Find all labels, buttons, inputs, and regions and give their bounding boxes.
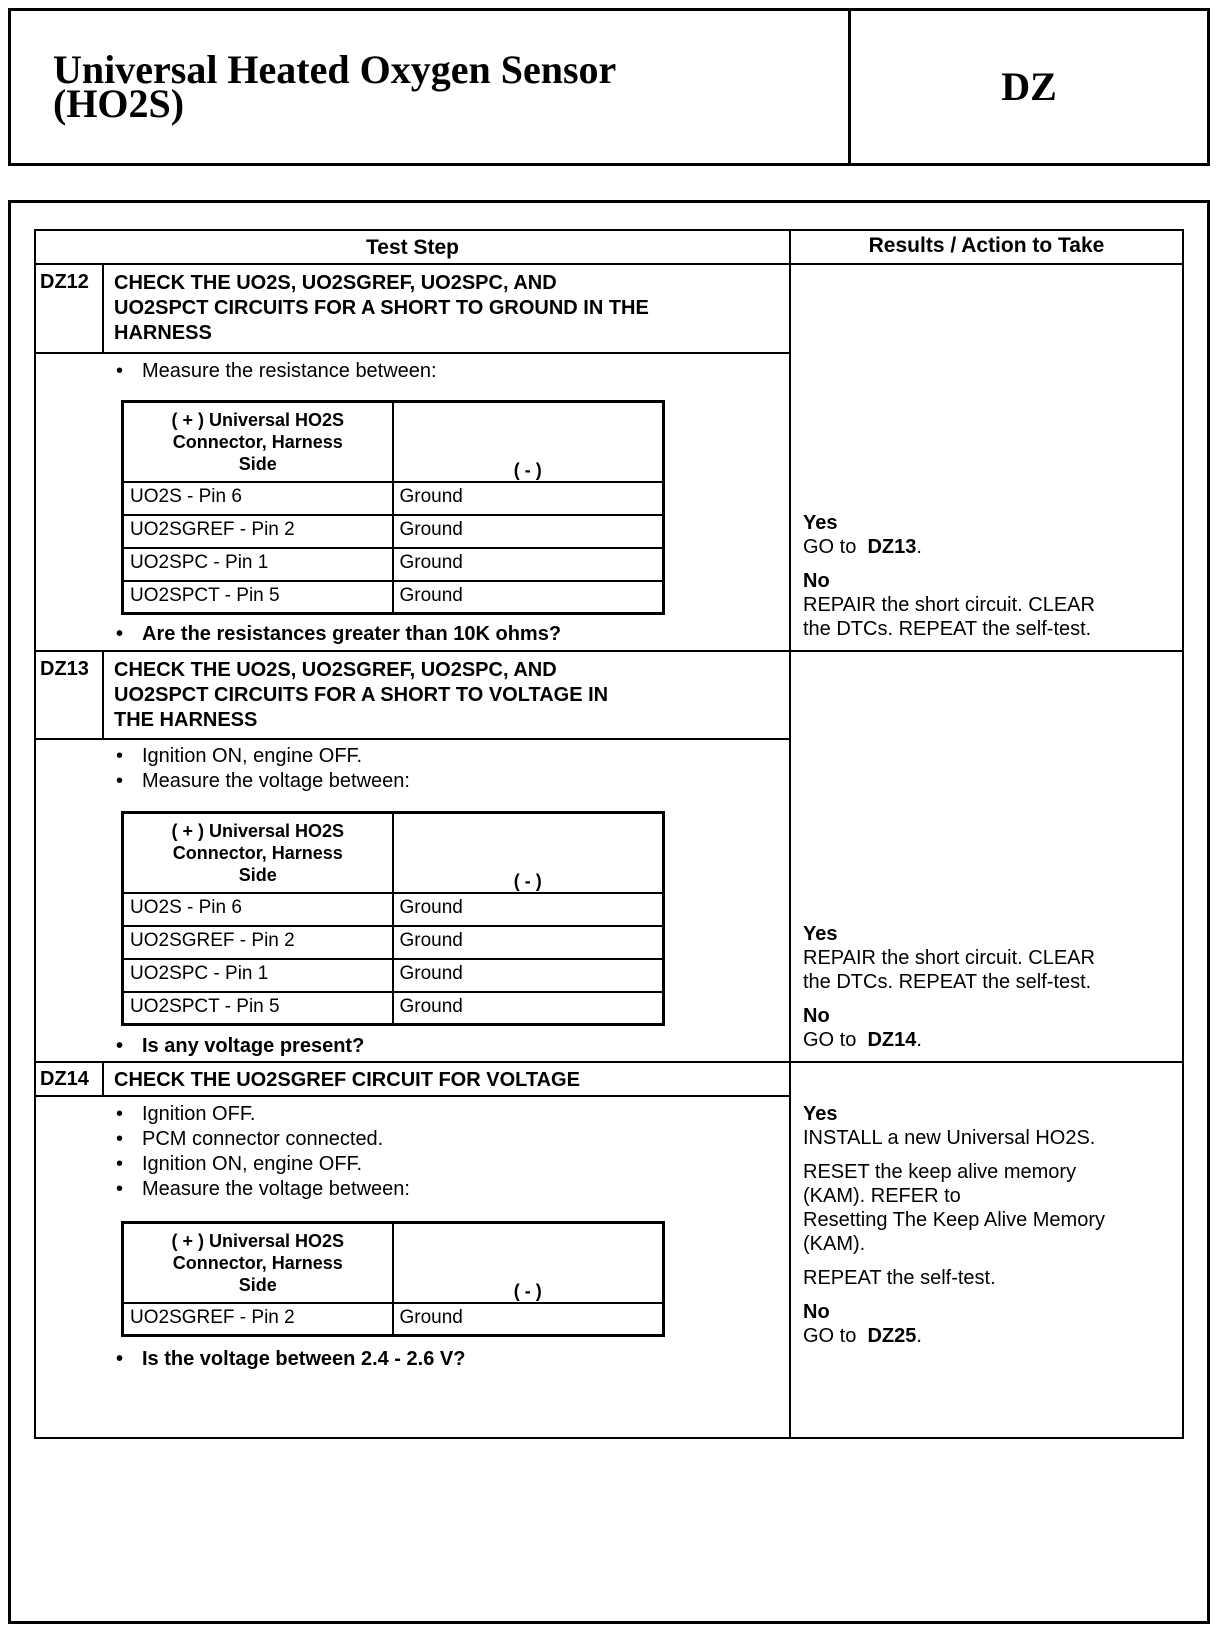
list-item: • Ignition ON, engine OFF.: [114, 744, 410, 769]
list-item: • Ignition OFF.: [114, 1102, 410, 1127]
list-item: • Measure the resistance between:: [114, 359, 437, 384]
col-header-results: Results / Action to Take: [868, 234, 1105, 257]
section-code: DZ: [1001, 64, 1057, 109]
page-title: Universal Heated Oxygen Sensor (HO2S): [11, 11, 851, 163]
step-bullets: [114, 1102, 410, 1202]
table-row: UO2SGREF - Pin 2 Ground: [123, 515, 664, 548]
step-code: DZ13: [40, 658, 89, 680]
table-row: UO2SGREF - Pin 2 Ground: [123, 926, 664, 959]
measurement-table: [121, 400, 665, 615]
step-question: • Is any voltage present?: [114, 1034, 364, 1059]
table-header-plus: ( + ) Universal HO2S Connector, Harness Side: [123, 1223, 393, 1303]
table-row: UO2S - Pin 6 Ground: [123, 482, 664, 515]
step-bullets: [114, 359, 437, 384]
col-header-test-step: Test Step: [366, 236, 459, 259]
step-results: Yes GO to DZ13. No REPAIR the short circuit. CLEAR the DTCs. REPEAT the self-test.: [803, 512, 1095, 640]
table-header-minus: ( - ): [393, 402, 664, 482]
table-row: UO2SPC - Pin 1 Ground: [123, 548, 664, 581]
step-title: CHECK THE UO2S, UO2SGREF, UO2SPC, AND UO2SPCT CIRCUITS FOR A SHORT TO GROUND IN THE HARNESS: [114, 272, 649, 344]
table-row: UO2SGREF - Pin 2 Ground: [123, 1303, 664, 1336]
table-header-minus: ( - ): [393, 1223, 664, 1303]
list-item: • Measure the voltage between:: [114, 769, 410, 794]
step-question: • Is the voltage between 2.4 - 2.6 V?: [114, 1347, 465, 1372]
step-question: • Are the resistances greater than 10K ohms?: [114, 622, 561, 647]
table-row: UO2SPCT - Pin 5 Ground: [123, 992, 664, 1025]
list-item: • PCM connector connected.: [114, 1127, 410, 1152]
step-bullets: [114, 744, 410, 794]
step-code: DZ14: [40, 1068, 89, 1090]
table-row: UO2S - Pin 6 Ground: [123, 893, 664, 926]
table-header-minus: ( - ): [393, 813, 664, 893]
table-row: UO2SPC - Pin 1 Ground: [123, 959, 664, 992]
measurement-table: [121, 811, 665, 1026]
step-results: Yes INSTALL a new Universal HO2S. RESET the keep alive memory (KAM). REFER to Resetting The Keep Alive Memory (KAM). REPEAT the self-test. No GO to DZ25.: [803, 1103, 1106, 1347]
step-results: Yes REPAIR the short circuit. CLEAR the DTCs. REPEAT the self-test. No GO to DZ14.: [803, 923, 1095, 1051]
table-header-plus: ( + ) Universal HO2S Connector, Harness Side: [123, 813, 393, 893]
measurement-table: [121, 1221, 665, 1337]
table-row: UO2SPCT - Pin 5 Ground: [123, 581, 664, 614]
list-item: • Measure the voltage between:: [114, 1177, 410, 1202]
table-header-plus: ( + ) Universal HO2S Connector, Harness Side: [123, 402, 393, 482]
step-title: CHECK THE UO2S, UO2SGREF, UO2SPC, AND UO2SPCT CIRCUITS FOR A SHORT TO VOLTAGE IN THE HARNESS: [114, 659, 609, 731]
page-header: [8, 8, 1210, 166]
step-code: DZ12: [40, 271, 89, 293]
list-item: • Ignition ON, engine OFF.: [114, 1152, 410, 1177]
step-title: CHECK THE UO2SGREF CIRCUIT FOR VOLTAGE: [114, 1069, 580, 1091]
